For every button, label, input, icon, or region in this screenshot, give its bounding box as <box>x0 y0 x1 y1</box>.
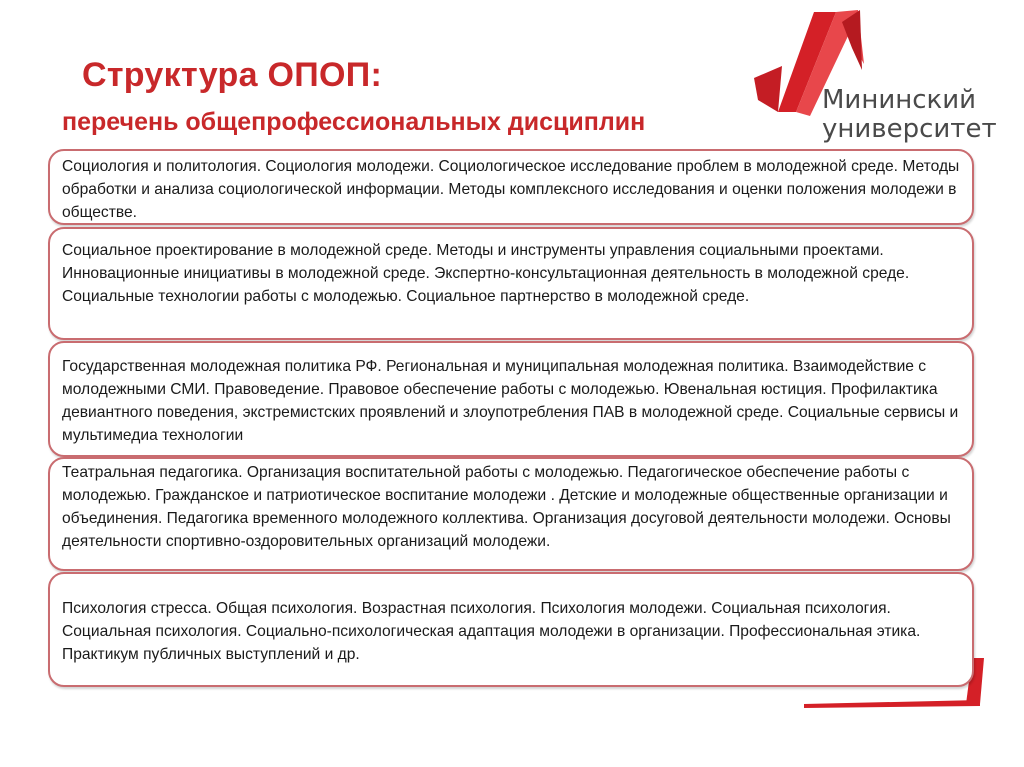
logo-line-2: университет <box>822 114 997 144</box>
discipline-block-pedagogy: Театральная педагогика. Организация воспитательной работы с молодежью. Педагогическое обеспечение работы с молодежью. Гражданское и патриотическое воспитание молодежи . Детские и молодежные общественные организации и объединения. Педагогика временного молодежного коллектива. Организация досуговой деятельности молодежи. Основы деятельности спортивно-оздоровительных организаций молодежи. <box>48 457 974 571</box>
discipline-block-social-design: Социальное проектирование в молодежной среде. Методы и инструменты управления социальными проектами. Инновационные инициативы в молодежной среде. Экспертно-консультационная деятельность в молодежной среде. Социальные технологии работы с молодежью. Социальное партнерство в молодежной среде. <box>48 227 974 340</box>
discipline-block-youth-policy: Государственная молодежная политика РФ. Региональная и муниципальная молодежная политика. Взаимодействие с молодежными СМИ. Правоведение. Правовое обеспечение работы с молодежью. Ювенальная юстиция. Профилактика девиантного поведения, экстремистских проявлений и злоупотребления ПАВ в молодежной среде. Социальные сервисы и мультимедиа технологии <box>48 341 974 457</box>
page-title: Структура ОПОП: <box>82 56 383 94</box>
discipline-block-psychology: Психология стресса. Общая психология. Возрастная психология. Психология молодежи. Социальная психология. Социальная психология. Социально-психологическая адаптация молодежи в организации. Профессиональная этика. Практикум публичных выступлений и др. <box>48 572 974 687</box>
discipline-block-sociology: Социология и политология. Социология молодежи. Социологическое исследование проблем в молодежной среде. Методы обработки и анализа социологической информации. Методы комплексного исследования и оценки положения молодежи в обществе. <box>48 149 974 225</box>
page-subtitle: перечень общепрофессиональных дисциплин <box>62 108 646 136</box>
university-logo-text <box>822 86 997 144</box>
logo-line-1: Мининский <box>822 85 977 115</box>
